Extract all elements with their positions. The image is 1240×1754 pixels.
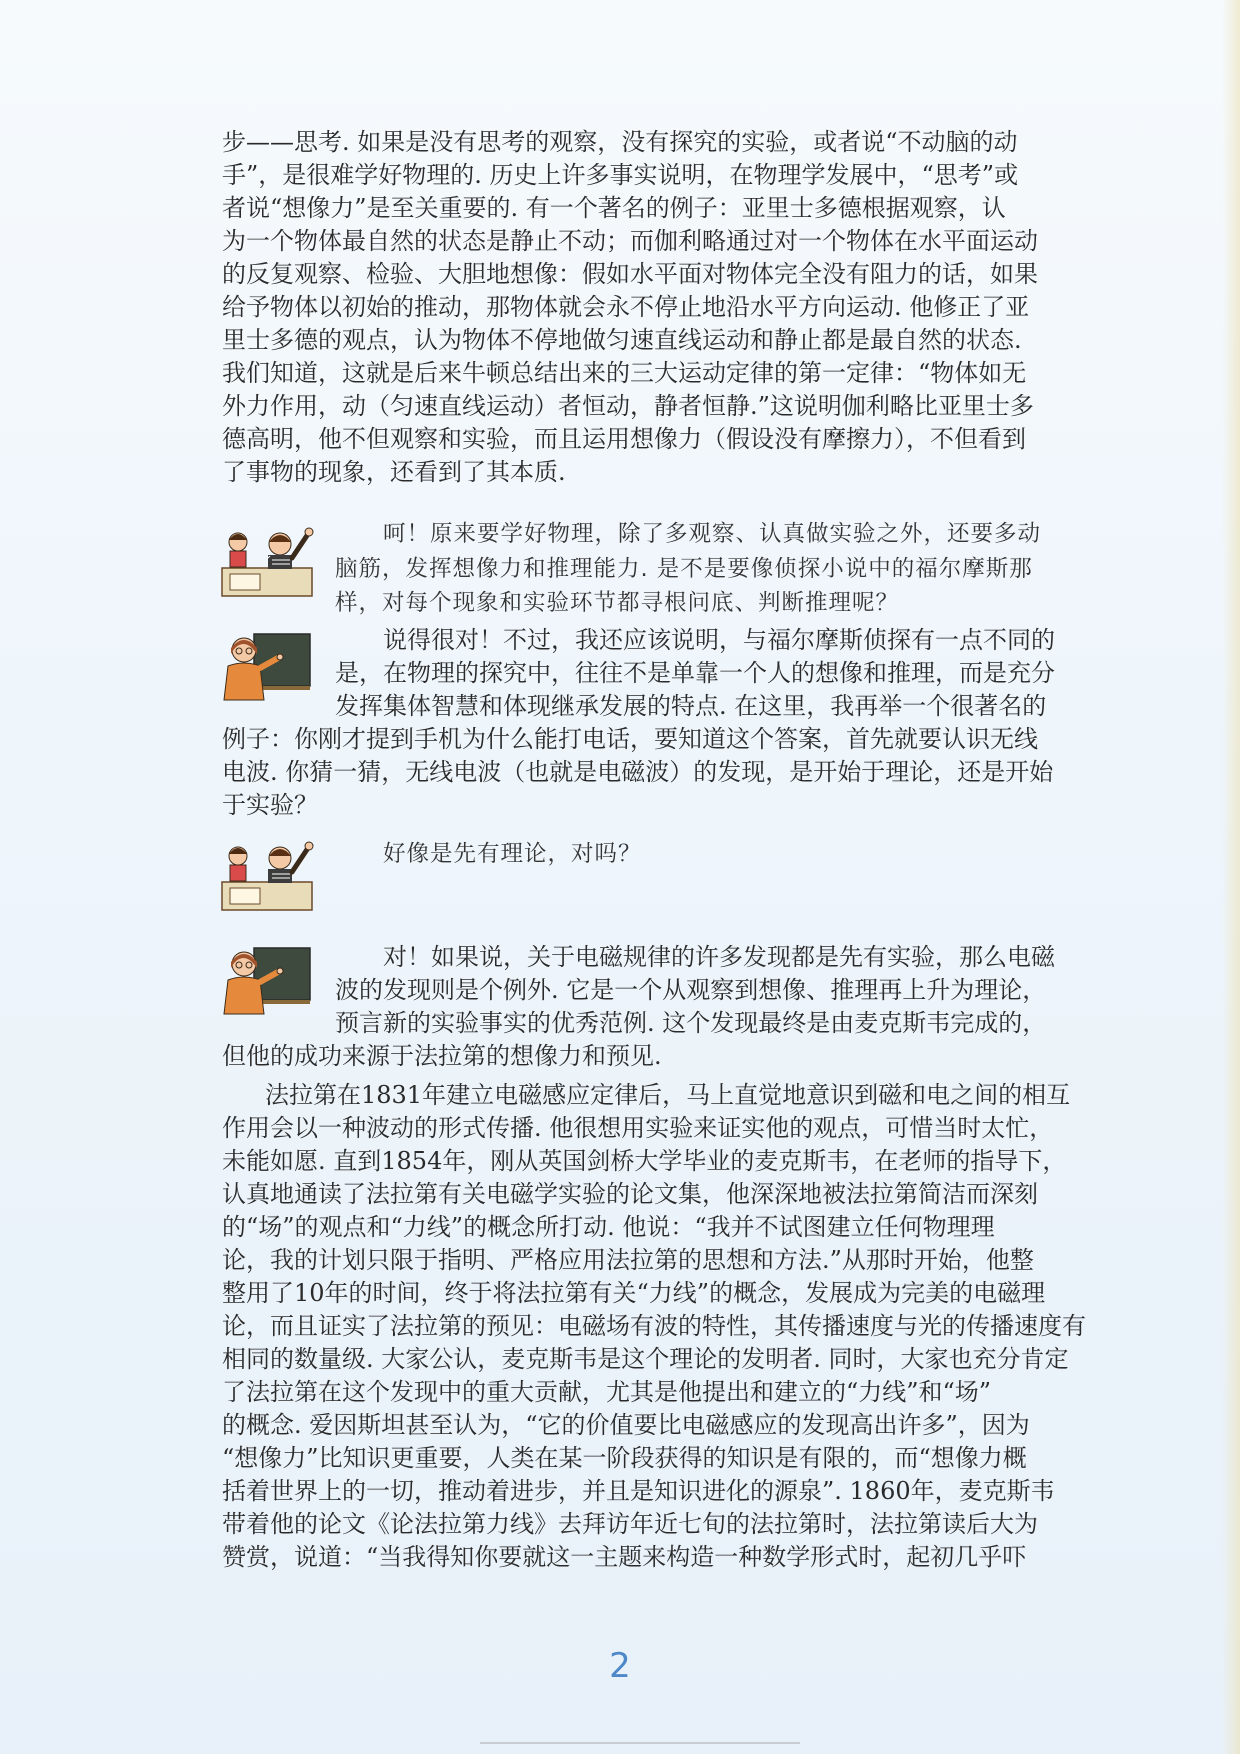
student-dialog-2: 好像是先有理论，对吗？ bbox=[383, 841, 642, 867]
teacher-illustration bbox=[220, 632, 312, 702]
speech-line: 电波. 你猜一猜，无线电波（也就是电磁波）的发现，是开始于理论，还是开始 bbox=[222, 758, 1054, 786]
text-line: 了法拉第在这个发现中的重大贡献，尤其是他提出和建立的“力线”和“场” bbox=[222, 1378, 992, 1406]
text-line: 带着他的论文《论法拉第力线》去拜访年近七旬的法拉第时，法拉第读后大为 bbox=[222, 1510, 1038, 1538]
text-line: 我们知道，这就是后来牛顿总结出来的三大运动定律的第一定律：“物体如无 bbox=[222, 359, 1027, 387]
text-line: 德高明，他不但观察和实验，而且运用想像力（假设没有摩擦力），不但看到 bbox=[222, 425, 1026, 453]
speech-line: 样，对每个现象和实验环节都寻根问底、判断推理呢？ bbox=[335, 590, 900, 616]
text-line: 的概念. 爱因斯坦甚至认为，“它的价值要比电磁感应的发现高出许多”，因为 bbox=[222, 1411, 1030, 1439]
text-line: 括着世界上的一切，推动着进步，并且是知识进化的源泉”. 1860年，麦克斯韦 bbox=[222, 1477, 1055, 1505]
speech-line: 是，在物理的探究中，往往不是单靠一个人的想像和推理，而是充分 bbox=[335, 659, 1055, 687]
text-line: 为一个物体最自然的状态是静止不动；而伽利略通过对一个物体在水平面运动 bbox=[222, 227, 1038, 255]
speech-line: 脑筋，发挥想像力和推理能力. 是不是要像侦探小说中的福尔摩斯那 bbox=[335, 556, 1033, 582]
text-line: 整用了10年的时间，终于将法拉第有关“力线”的概念，发展成为完美的电磁理 bbox=[222, 1279, 1046, 1307]
text-line: 的反复观察、检验、大胆地想像：假如水平面对物体完全没有阻力的话，如果 bbox=[222, 260, 1038, 288]
text-line: 相同的数量级. 大家公认，麦克斯韦是这个理论的发明者. 同时，大家也充分肯定 bbox=[222, 1345, 1069, 1373]
page-edge-shadow bbox=[1222, 0, 1240, 1754]
text-line: 给予物体以初始的推动，那物体就会永不停止地沿水平方向运动. 他修正了亚 bbox=[222, 293, 1030, 321]
text-line: 步——思考. 如果是没有思考的观察，没有探究的实验，或者说“不动脑的动 bbox=[222, 128, 1018, 156]
speech-line: 对！如果说，关于电磁规律的许多发现都是先有实验，那么电磁 bbox=[383, 943, 1055, 971]
text-line: 者说“想像力”是至关重要的. 有一个著名的例子：亚里士多德根据观察，认 bbox=[222, 194, 1006, 222]
text-line: 认真地通读了法拉第有关电磁学实验的论文集，他深深地被法拉第简洁而深刻 bbox=[222, 1180, 1038, 1208]
student-illustration bbox=[220, 524, 320, 600]
text-line: 里士多德的观点，认为物体不停地做匀速直线运动和静止都是最自然的状态. bbox=[222, 326, 1022, 354]
speech-line: 例子：你刚才提到手机为什么能打电话，要知道这个答案，首先就要认识无线 bbox=[222, 725, 1038, 753]
text-line: 论，我的计划只限于指明、严格应用法拉第的思想和方法.”从那时开始，他整 bbox=[222, 1246, 1034, 1274]
speech-line: 发挥集体智慧和体现继承发展的特点. 在这里，我再举一个很著名的 bbox=[335, 692, 1047, 720]
speech-line: 但他的成功来源于法拉第的想像力和预见. bbox=[222, 1042, 662, 1070]
text-line: 法拉第在1831年建立电磁感应定律后，马上直觉地意识到磁和电之间的相互 bbox=[265, 1081, 1071, 1109]
text-line: 作用会以一种波动的形式传播. 他很想用实验来证实他的观点，可惜当时太忙， bbox=[222, 1114, 1054, 1142]
text-line: 的“场”的观点和“力线”的概念所打动. 他说：“我并不试图建立任何物理理 bbox=[222, 1213, 995, 1241]
text-line: 未能如愿. 直到1854年，刚从英国剑桥大学毕业的麦克斯韦，在老师的指导下， bbox=[222, 1147, 1067, 1175]
student-illustration bbox=[220, 838, 320, 914]
speech-line: 于实验？ bbox=[222, 791, 318, 819]
text-line: 了事物的现象，还看到了其本质. bbox=[222, 458, 566, 486]
speech-line: 呵！原来要学好物理，除了多观察、认真做实验之外，还要多动 bbox=[383, 521, 1042, 547]
text-line: 外力作用，动（匀速直线运动）者恒动，静者恒静.”这说明伽利略比亚里士多 bbox=[222, 392, 1034, 420]
speech-line: 说得很对！不过，我还应该说明，与福尔摩斯侦探有一点不同的 bbox=[383, 626, 1055, 654]
page-number: 2 bbox=[609, 1646, 631, 1686]
speech-line: 波的发现则是个例外. 它是一个从观察到想像、推理再上升为理论， bbox=[335, 976, 1047, 1004]
text-line: “想像力”比知识更重要，人类在某一阶段获得的知识是有限的，而“想像力概 bbox=[222, 1444, 1027, 1472]
speech-line: 预言新的实验事实的优秀范例. 这个发现最终是由麦克斯韦完成的， bbox=[335, 1009, 1047, 1037]
text-line: 手”，是很难学好物理的. 历史上许多事实说明，在物理学发展中，“思考”或 bbox=[222, 161, 1019, 189]
text-line: 赞赏，说道：“当我得知你要就这一主题来构造一种数学形式时，起初几乎吓 bbox=[222, 1543, 1027, 1571]
scan-edge-line bbox=[480, 1742, 800, 1744]
teacher-illustration bbox=[220, 946, 312, 1016]
text-line: 论，而且证实了法拉第的预见：电磁场有波的特性，其传播速度与光的传播速度有 bbox=[222, 1312, 1086, 1340]
